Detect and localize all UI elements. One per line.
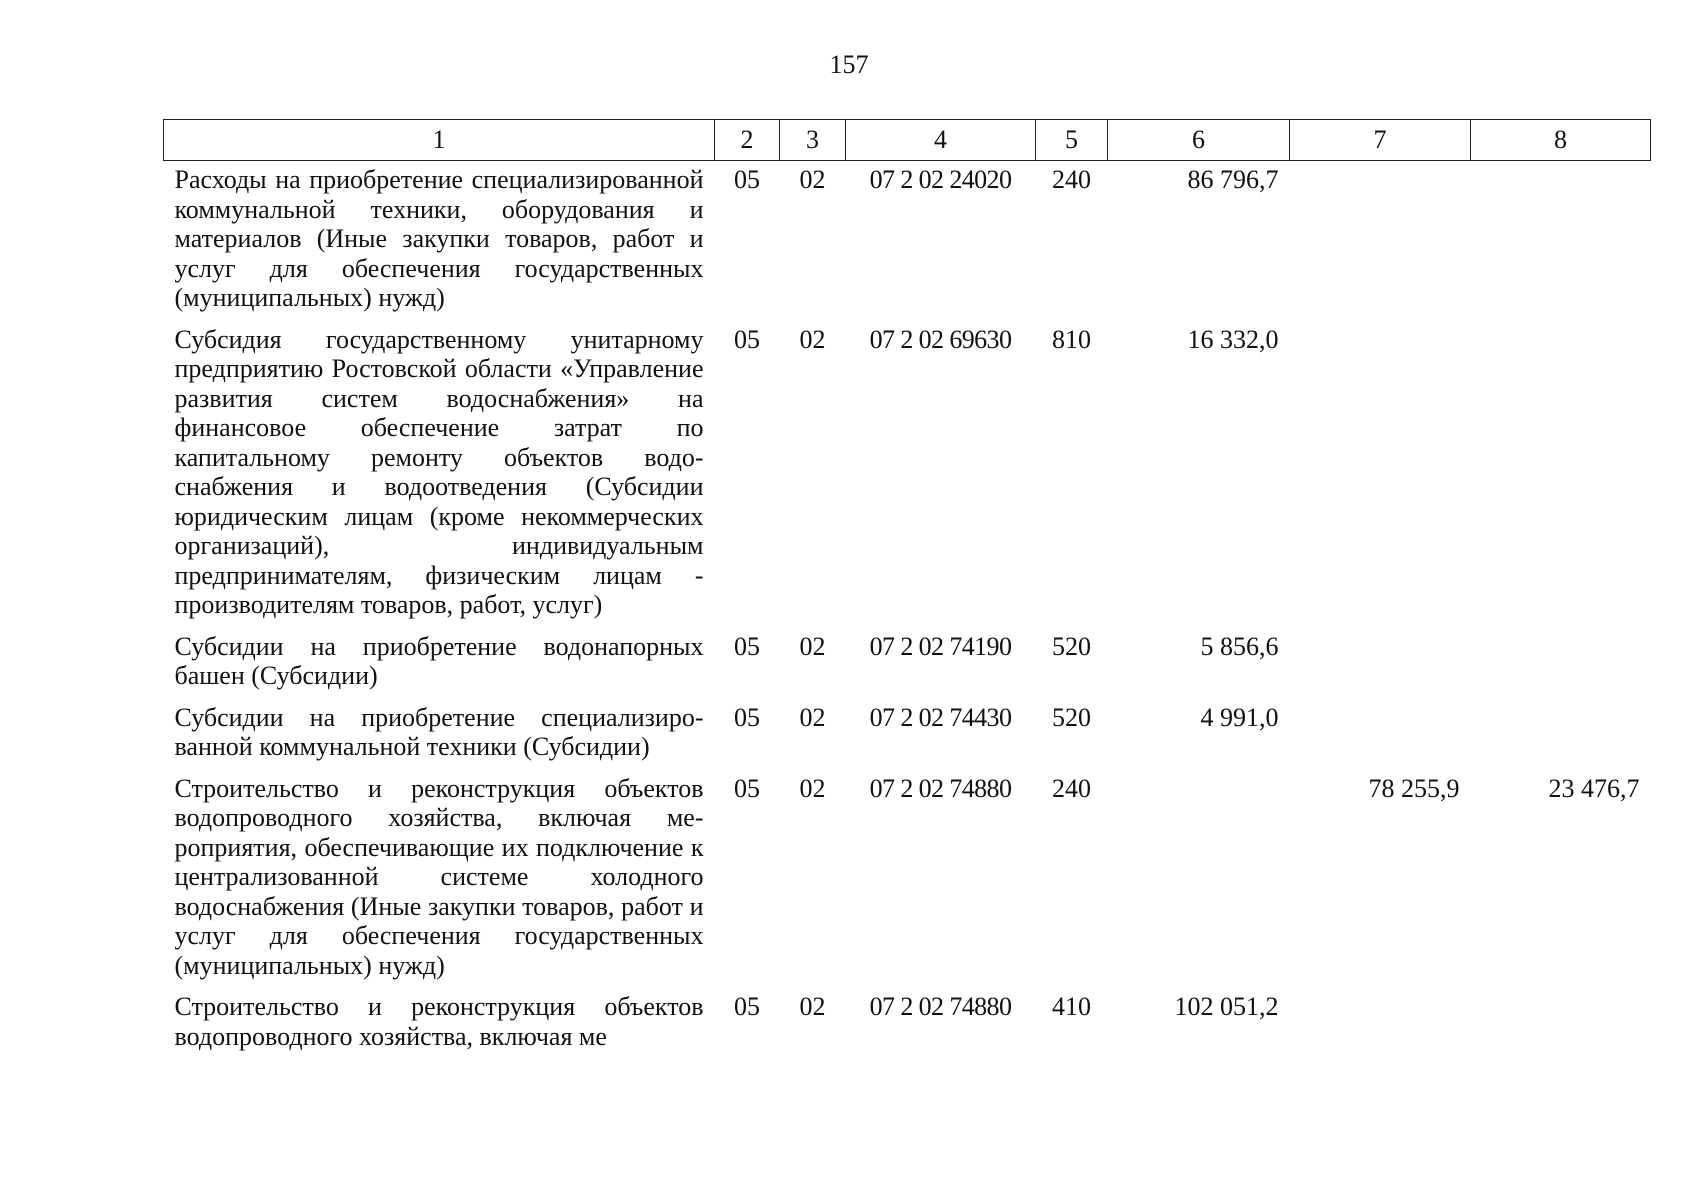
table-row	[164, 161, 1651, 321]
column-header-2: 2	[715, 120, 780, 161]
row-description: Субсидии на приобретение специализированной коммунальной техники (Субсидии)	[174, 702, 704, 761]
column-header-3: 3	[780, 120, 846, 161]
row-target-code: 07 2 02 74190	[869, 631, 1012, 661]
row-sum-col8: 23 476,7	[1548, 773, 1640, 803]
row-sum-col8	[1471, 321, 1651, 628]
row-sum-col6: 102 051,2	[1174, 992, 1279, 1021]
row-expense-type: 810	[1052, 324, 1091, 354]
row-description: Субсидия государственному унитарному предприятию Ростовской области «Управление развития систем водоснабжения» на финансовое обеспечение затрат по капитальному ремонту объектов водоснабжения и водоотведения (Субсидии юридическим лицам (кроме некоммерческих организаций), индивидуальным предпринимателям, физическим лицам - производителям товаров, работ, услуг)	[174, 324, 704, 619]
row-subsection: 02	[799, 165, 826, 194]
row-sum-col8	[1471, 699, 1651, 770]
row-description: Строительство и реконструкция объектов водопроводного хозяйства, включая мероприятия, обеспечивающие их подключение к централизованной системе холодного водоснабжения (Иные закупки товаров, работ и услуг для обеспечения государственных (муниципальных) нужд)	[174, 773, 704, 980]
row-description: Строительство и реконструкция объектов водопроводного хозяйства, включая ме	[174, 992, 704, 1051]
row-section: 05	[734, 992, 760, 1021]
row-sum-col8	[1471, 161, 1651, 321]
table-header-row	[164, 120, 1651, 161]
row-subsection: 02	[799, 324, 826, 354]
row-sum-col8	[1471, 628, 1651, 699]
row-description: Субсидии на приобретение водонапорных башен (Субсидии)	[174, 631, 704, 690]
row-section: 05	[734, 773, 760, 803]
row-expense-type: 240	[1052, 773, 1091, 803]
column-header-1: 1	[164, 120, 715, 161]
row-sum-col7: 78 255,9	[1368, 773, 1460, 803]
row-expense-type: 410	[1052, 992, 1091, 1021]
row-section: 05	[734, 702, 760, 732]
row-description: Расходы на приобретение специализированной коммунальной техники, оборудования и материалов (Иные закупки товаров, работ и услуг для обеспечения государственных (муниципальных) нужд)	[174, 165, 704, 312]
row-subsection: 02	[799, 992, 826, 1021]
row-expense-type: 240	[1052, 165, 1091, 194]
row-subsection: 02	[799, 631, 826, 661]
row-section: 05	[734, 165, 760, 194]
row-section: 05	[734, 631, 760, 661]
row-sum-col7	[1290, 628, 1471, 699]
row-sum-col6: 86 796,7	[1187, 165, 1279, 194]
row-sum-col7	[1290, 699, 1471, 770]
column-header-5: 5	[1036, 120, 1108, 161]
budget-table	[163, 119, 1651, 1059]
table-row	[164, 988, 1651, 1059]
table-row	[164, 628, 1651, 699]
row-sum-col6: 4 991,0	[1200, 702, 1279, 732]
row-target-code: 07 2 02 74880	[869, 992, 1012, 1021]
table-row	[164, 321, 1651, 628]
row-subsection: 02	[799, 702, 826, 732]
row-expense-type: 520	[1052, 631, 1091, 661]
row-target-code: 07 2 02 69630	[869, 324, 1012, 354]
row-target-code: 07 2 02 24020	[869, 165, 1012, 194]
row-subsection: 02	[799, 773, 826, 803]
row-sum-col6: 16 332,0	[1187, 324, 1279, 354]
row-target-code: 07 2 02 74880	[869, 773, 1012, 803]
column-header-8: 8	[1471, 120, 1651, 161]
row-sum-col7	[1290, 161, 1471, 321]
column-header-6: 6	[1108, 120, 1290, 161]
row-expense-type: 520	[1052, 702, 1091, 732]
row-sum-col7	[1290, 988, 1471, 1059]
column-header-7: 7	[1290, 120, 1471, 161]
page-number: 157	[829, 50, 869, 79]
row-sum-col8	[1471, 988, 1651, 1059]
row-sum-col6	[1108, 770, 1290, 989]
row-target-code: 07 2 02 74430	[869, 702, 1012, 732]
row-sum-col7	[1290, 321, 1471, 628]
row-sum-col6: 5 856,6	[1200, 631, 1279, 661]
table-row	[164, 699, 1651, 770]
column-header-4: 4	[846, 120, 1036, 161]
table-row	[164, 770, 1651, 989]
row-section: 05	[734, 324, 760, 354]
